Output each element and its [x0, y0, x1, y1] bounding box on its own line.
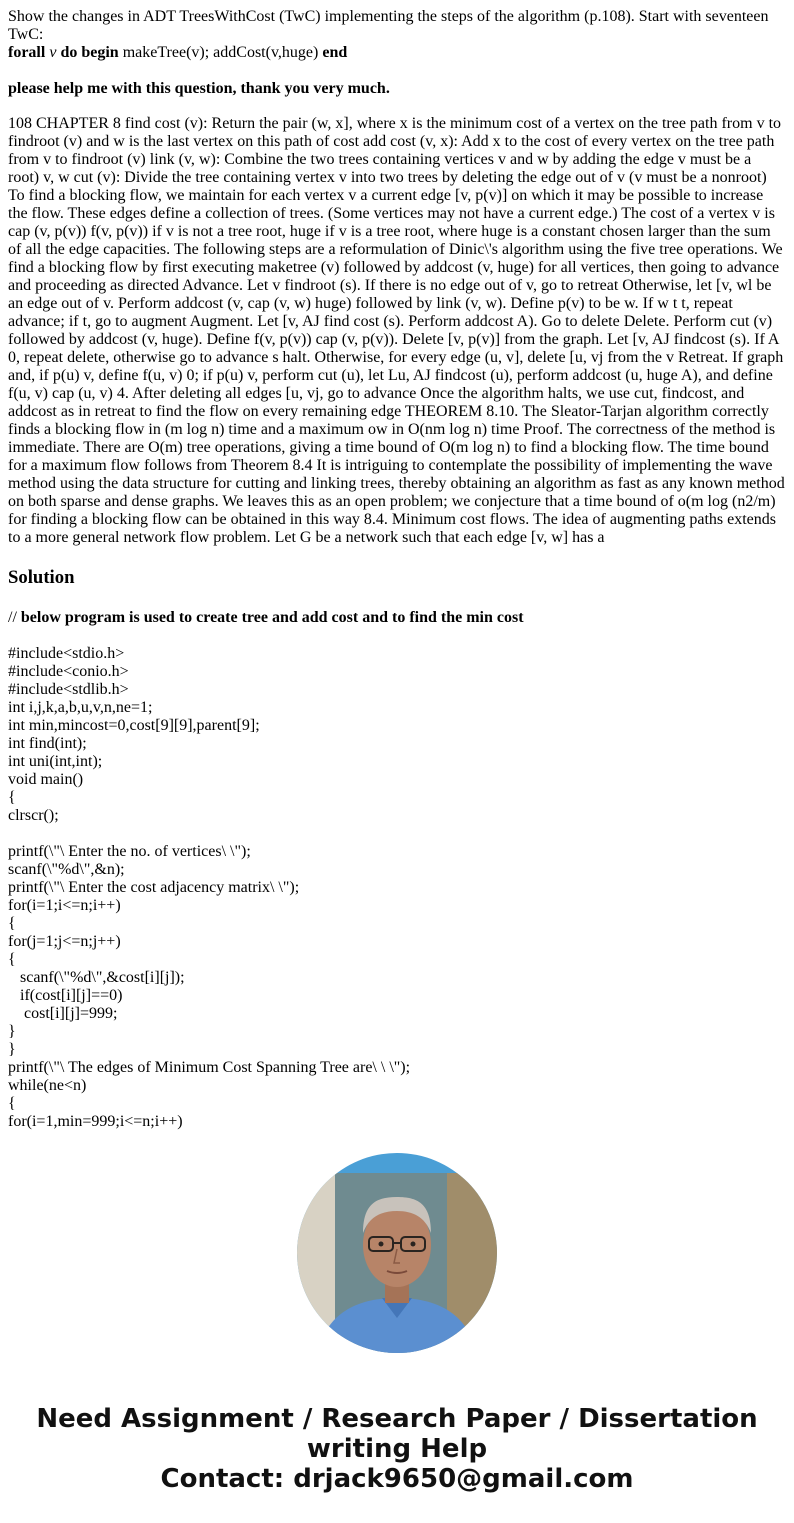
code-line: #include<conio.h>: [8, 663, 129, 680]
forall-variable: v: [49, 44, 57, 61]
code-line: #include<stdio.h>: [8, 645, 125, 662]
comment-text: below program is used to create tree and add cost and to find the min cost: [20, 609, 524, 626]
code-line: cost[i][j]=999;: [8, 1005, 118, 1022]
code-line: printf(\"\ The edges of Minimum Cost Spanning Tree are\ \ \");: [8, 1059, 411, 1076]
code-line: int min,mincost=0,cost[9][9],parent[9];: [8, 717, 260, 734]
photo-wall: [297, 1153, 335, 1353]
code-line: for(j=1;j<=n;j++): [8, 933, 121, 950]
code-line: void main(): [8, 771, 84, 788]
promo-contact: Contact: drjack9650@gmail.com: [160, 1464, 634, 1494]
comment-prefix: //: [8, 609, 21, 626]
forall-body: makeTree(v); addCost(v,huge): [118, 44, 323, 61]
forall-keyword: forall: [8, 44, 46, 61]
code-line: int i,j,k,a,b,u,v,n,ne=1;: [8, 699, 153, 716]
do-begin-keyword: do begin: [60, 44, 119, 61]
code-line: }: [8, 1041, 16, 1058]
promo-line-1: Need Assignment / Research Paper / Dissertation: [36, 1404, 758, 1434]
code-line: clrscr();: [8, 807, 59, 824]
code-line: {: [8, 951, 16, 968]
photo-eye-right: [411, 1242, 416, 1247]
code-line: while(ne<n): [8, 1077, 87, 1094]
code-line: scanf(\"%d\",&n);: [8, 861, 125, 878]
reference-text: 108 CHAPTER 8 find cost (v): Return the pair (w, x], where x is the minimum cost of a vertex on the tree path from v to findroot (v) and w is the last vertex on this path of cost add cost (v, x): Add x to the cost of every vertex on the tree path from v to findroot (v) link (v, w): Combine the two trees containing vertices v and w by adding the edge v must be a root) v, w cut (v): Divide the tree containing vertex v into two trees by deleting the edge out of v (v must be a nonroot) To find a blocking flow, we maintain for each vertex v a current edge [v, p(v)] on which it may be possible to increase the flow. These edges define a collection of trees. (Some vertices may not have a current edge.) The cost of a vertex v is cap (v, p(v)) f(v, p(v)) if v is not a tree root, huge if v is a tree root, where huge is a constant chosen larger than the sum of all the edge capacities. The following steps are a reformulation of Dinic\'s algorithm using the five tree operations. We find a blocking flow by first executing maketree (v) followed by addcost (v, huge) for all vertices, then going to advance and proceeding as directed Advance. Let v findroot (s). If there is no edge out of v, go to retreat Otherwise, let [v, wl be an edge out of v. Perform addcost (v, cap (v, w) huge) followed by link (v, w). Define p(v) to be w. If w t t, repeat advance; if t, go to augment Augment. Let [v, AJ find cost (s). Perform addcost A). Go to delete Delete. Perform cut (v) followed by addcost (v, huge). Define f(v, p(v)) cap (v, p(v)). Delete [v, p(v)] from the graph. Let [v, AJ findcost (s). If A 0, repeat delete, otherwise go to advance s halt. Otherwise, for every edge (u, v], delete [u, vj from the v Retreat. If graph and, if p(u) v, define f(u, v) 0; if p(u) v, perform cut (u), let Lu, AJ findcost (u), perform addcost (u, huge A), and define f(u, v) cap (u, v) 4. After deleting all edges [u, vj, go to advance Once the algorithm halts, we use cut, findcost, and addcost as in retreat to find the flow on every remaining edge THEOREM 8.10. The Sleator-Tarjan algorithm correctly finds a blocking flow in (m log n) time and a maximum ow in O(nm log n) time Proof. The correctness of the method is immediate. There are O(m) tree operations, giving a time bound of O(m log n) to find a blocking flow. The time bound for a maximum flow follows from Theorem 8.4 It is intriguing to contemplate the possibility of implementing the wave method using the data structure for cutting and linking trees, thereby obtaining an algorithm as fast as any known method on both sparse and dense graphs. We leaves this as an open problem; we conjecture that a time bound of o(m log (n2/m) for finding a blocking flow can be obtained in this way 8.4. Minimum cost flows. The idea of augmenting paths extends to a more general network flow problem. Let G be a network such that each edge [v, w] has a: [8, 115, 785, 546]
code-line: {: [8, 915, 16, 932]
code-line: int find(int);: [8, 735, 87, 752]
author-avatar: [297, 1153, 497, 1353]
question-line: Show the changes in ADT TreesWithCost (TwC) implementing the steps of the algorithm (p.108). Start with seventeen TwC:: [8, 8, 769, 43]
code-line: scanf(\"%d\",&cost[i][j]);: [8, 969, 185, 986]
solution-heading: Solution: [8, 567, 75, 588]
program-comment: [8, 609, 786, 627]
code-line: for(i=1,min=999;i<=n;i++): [8, 1113, 183, 1130]
end-keyword: end: [322, 44, 348, 61]
code-line: if(cost[i][j]==0): [8, 987, 123, 1004]
photo-eye-left: [379, 1242, 384, 1247]
code-line: #include<stdlib.h>: [8, 681, 129, 698]
promo-line-2: writing Help: [306, 1434, 488, 1464]
code-line: printf(\"\ Enter the cost adjacency matrix\ \");: [8, 879, 300, 896]
code-line: }: [8, 1023, 16, 1040]
code-line: for(i=1;i<=n;i++): [8, 897, 121, 914]
document-body: [8, 8, 786, 1131]
question-text: [8, 8, 786, 62]
code-line: [8, 825, 786, 843]
code-line: {: [8, 789, 16, 806]
code-line: {: [8, 1095, 16, 1112]
promo-banner: [0, 1404, 794, 1494]
code-line: int uni(int,int);: [8, 753, 103, 770]
help-request: please help me with this question, thank you very much.: [8, 80, 390, 97]
code-block: [8, 645, 786, 1131]
author-photo: [297, 1153, 497, 1353]
code-line: printf(\"\ Enter the no. of vertices\ \");: [8, 843, 251, 860]
